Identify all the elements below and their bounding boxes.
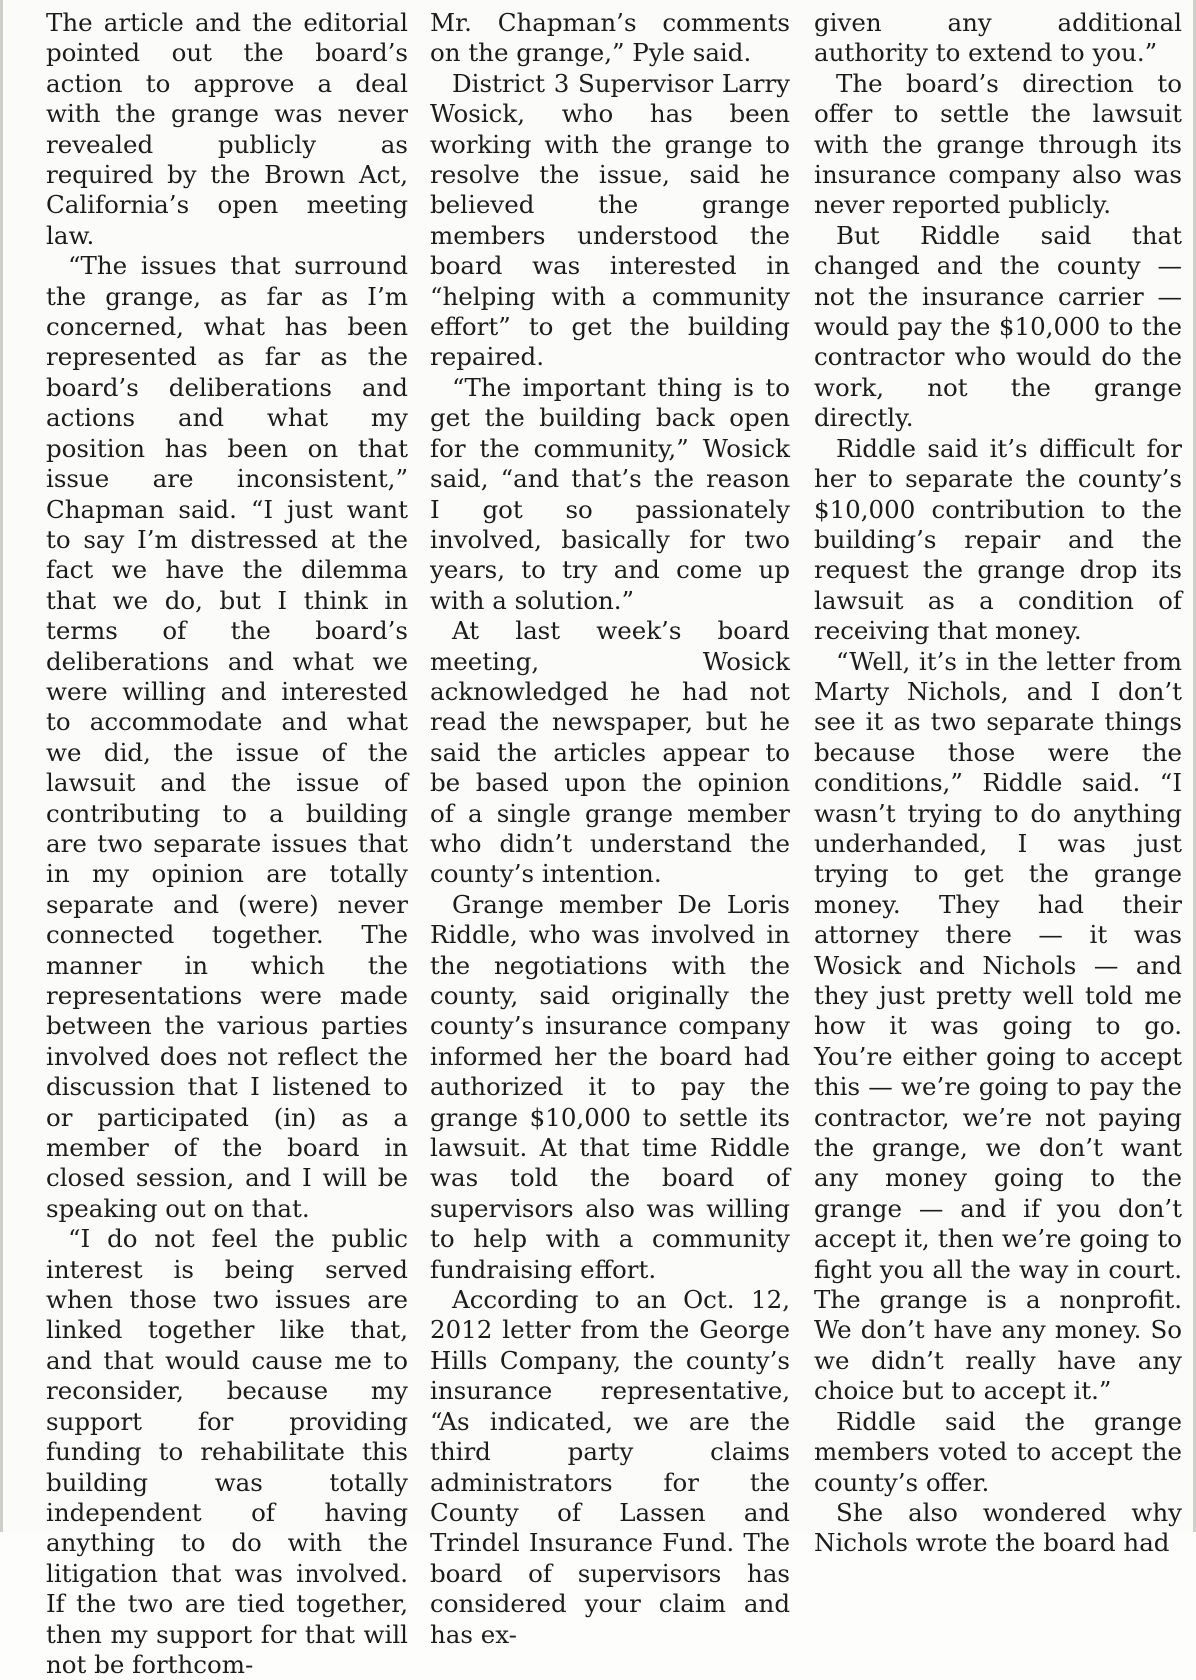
paragraph: Riddle said the grange members voted to accept the county’s offer.	[814, 1406, 1182, 1497]
paragraph: given any additional authority to extend to you.”	[814, 8, 1182, 68]
article-column-1	[46, 8, 408, 1680]
paragraph: The board’s direction to offer to settle the lawsuit with the grange through its insurance company also was never reported publicly.	[814, 68, 1182, 220]
paragraph: The article and the editorial pointed out the board’s action to approve a deal with the grange was never revealed publicly as required by the Brown Act, California’s open meeting law.	[46, 8, 408, 250]
paragraph: “Well, it’s in the letter from Marty Nichols, and I don’t see it as two separate things because those were the conditions,” Riddle said. “I wasn’t trying to do anything underhanded, I was just trying to get the grange money. They had their attorney there — it was Wosick and Nichols — and they just pretty well told me how it was going to go. You’re either going to accept this — we’re going to pay the contractor, we’re not paying the grange, we don’t want any money going to the grange — and if you don’t accept it, then we’re going to fight you all the way in court. The grange is a nonprofit. We don’t have any money. So we didn’t really have any choice but to accept it.”	[814, 646, 1182, 1406]
paragraph: Riddle said it’s difficult for her to separate the county’s $10,000 contribution to the building’s repair and the request the grange drop its lawsuit as a condition of receiving that money.	[814, 433, 1182, 646]
paragraph: She also wondered why Nichols wrote the board had	[814, 1497, 1182, 1558]
article-column-2	[430, 8, 790, 1650]
paragraph: “The important thing is to get the building back open for the community,” Wosick said, “and that’s the reason I got so passionately involved, basically for two years, to try and come up with a solution.”	[430, 372, 790, 615]
clipping-left-edge	[0, 0, 3, 1532]
article-column-3	[814, 8, 1182, 1559]
paragraph: “I do not feel the public interest is being served when those two issues are linked together like that, and that would cause me to reconsider, because my support for providing funding to rehabilitate this building was totally independent of having anything to do with the litigation that was involved. If the two are tied together, then my support for that will not be forthcom-	[46, 1224, 408, 1679]
paragraph: But Riddle said that changed and the county — not the insurance carrier — would pay the $10,000 to the contractor who would do the work, not the grange directly.	[814, 220, 1182, 433]
paragraph: Grange member De Loris Riddle, who was involved in the negotiations with the county, said originally the county’s insurance company informed her the board had authorized it to pay the grange $10,000 to settle its lawsuit. At that time Riddle was told the board of supervisors also was willing to help with a community fundraising effort.	[430, 889, 790, 1284]
paragraph: At last week’s board meeting, Wosick acknowledged he had not read the newspaper, but he said the articles appear to be based upon the opinion of a single grange member who didn’t understand the county’s intention.	[430, 616, 790, 889]
paragraph: According to an Oct. 12, 2012 letter from the George Hills Company, the county’s insurance representative, “As indicated, we are the third party claims administrators for the County of Lassen and Trindel Insurance Fund. The board of supervisors has considered your claim and has ex-	[430, 1285, 790, 1649]
paragraph: “The issues that surround the grange, as far as I’m concerned, what has been represented as far as the board’s deliberations and actions and what my position has been on that issue are inconsistent,” Chapman said. “I just want to say I’m distressed at the fact we have the dilemma that we do, but I think in terms of the board’s deliberations and what we were willing and interested to accommodate and what we did, the issue of the lawsuit and the issue of contributing to a building are two separate issues that in my opinion are totally separate and (were) never connected together. The manner in which the representations were made between the various parties involved does not reflect the discussion that I listened to or participated (in) as a member of the board in closed session, and I will be speaking out on that.	[46, 251, 408, 1223]
paragraph: Mr. Chapman’s comments on the grange,” Pyle said.	[430, 8, 790, 68]
paragraph: District 3 Supervisor Larry Wosick, who has been working with the grange to resolve the issue, said he believed the grange members understood the board was interested in “helping with a community effort” to get the building repaired.	[430, 68, 790, 372]
